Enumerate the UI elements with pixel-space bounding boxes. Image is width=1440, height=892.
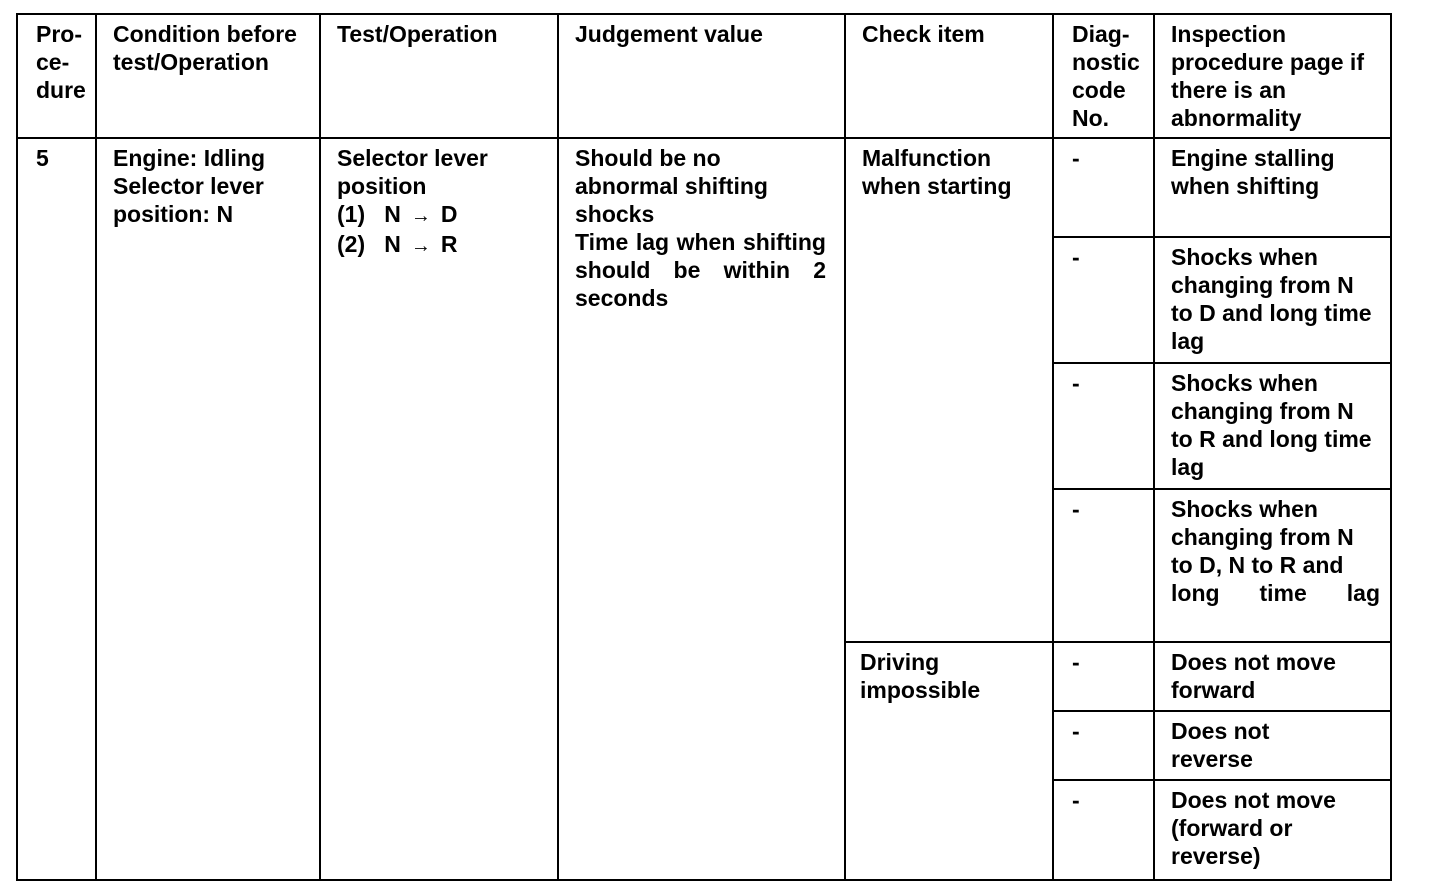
code-value: - xyxy=(1072,787,1080,813)
inspection-page: Does not move forward xyxy=(1154,642,1391,711)
header-check-item: Check item xyxy=(845,14,1053,138)
header-procedure-line: dure xyxy=(36,77,86,103)
diagnostic-code xyxy=(1053,489,1154,642)
code-value: - xyxy=(1072,649,1080,675)
check-item-driving: Driving impossible xyxy=(845,642,1053,880)
inspection-page: Does not reverse xyxy=(1154,711,1391,780)
header-judgement-value: Judgement value xyxy=(558,14,845,138)
header-procedure xyxy=(17,14,96,138)
code-value: - xyxy=(1072,244,1080,270)
header-diagnostic-code-line: Diag- xyxy=(1072,21,1130,47)
condition-selector: Selector lever position: N xyxy=(113,173,264,227)
inspection-page: Engine stalling when shifting xyxy=(1154,138,1391,237)
header-inspection-page: Inspection procedure page if there is an abnormality xyxy=(1154,14,1391,138)
judgement-time-lag: Time lag when shifting should be within 2 seconds xyxy=(575,229,826,311)
header-row xyxy=(17,14,1391,138)
diagnostic-code xyxy=(1053,363,1154,489)
header-procedure-line: Pro- xyxy=(36,21,82,47)
header-diagnostic-code-line: code xyxy=(1072,77,1126,103)
inspection-page: Does not move (forward or reverse) xyxy=(1154,780,1391,880)
header-diagnostic-code-line: nostic xyxy=(1072,49,1140,75)
header-diagnostic-code xyxy=(1053,14,1154,138)
test-operation-cell xyxy=(320,138,558,880)
inspection-page: Shocks when changing from N to D, N to R and long time lag xyxy=(1154,489,1391,642)
condition-engine: Engine: Idling xyxy=(113,145,266,171)
header-diagnostic-code-line: No. xyxy=(1072,105,1110,131)
arrow-right-icon: → xyxy=(410,205,431,227)
test-operation-label: Selector lever position xyxy=(337,145,488,199)
diagnostic-code xyxy=(1053,780,1154,880)
inspection-page: Shocks when changing from N to D and long time lag xyxy=(1154,237,1391,363)
item-from: N xyxy=(384,201,401,227)
test-operation-item xyxy=(337,200,547,230)
diagnostic-code xyxy=(1053,642,1154,711)
check-item-malfunction: Malfunction when starting xyxy=(845,138,1053,642)
diagnostic-code xyxy=(1053,237,1154,363)
item-number: (2) xyxy=(337,231,366,257)
item-from: N xyxy=(384,231,401,257)
test-operation-item xyxy=(337,230,547,260)
code-value: - xyxy=(1072,370,1080,396)
code-value: - xyxy=(1072,496,1080,522)
procedure-number: 5 xyxy=(17,138,96,880)
header-condition: Condition before test/Operation xyxy=(96,14,320,138)
condition-cell xyxy=(96,138,320,880)
code-value: - xyxy=(1072,718,1080,744)
arrow-right-icon: → xyxy=(410,235,431,257)
table-row xyxy=(17,138,1391,237)
diagnostic-code xyxy=(1053,138,1154,237)
item-to: D xyxy=(440,201,458,227)
inspection-page: Shocks when changing from N to R and long time lag xyxy=(1154,363,1391,489)
judgement-shocks: Should be no abnormal shifting shocks xyxy=(575,145,768,227)
inspection-table-container xyxy=(16,13,1390,879)
inspection-table xyxy=(16,13,1392,881)
header-procedure-line: ce- xyxy=(36,49,70,75)
item-to: R xyxy=(440,231,458,257)
judgement-value-cell xyxy=(558,138,845,880)
item-number: (1) xyxy=(337,201,366,227)
code-value: - xyxy=(1072,145,1080,171)
diagnostic-code xyxy=(1053,711,1154,780)
header-test-operation: Test/Operation xyxy=(320,14,558,138)
